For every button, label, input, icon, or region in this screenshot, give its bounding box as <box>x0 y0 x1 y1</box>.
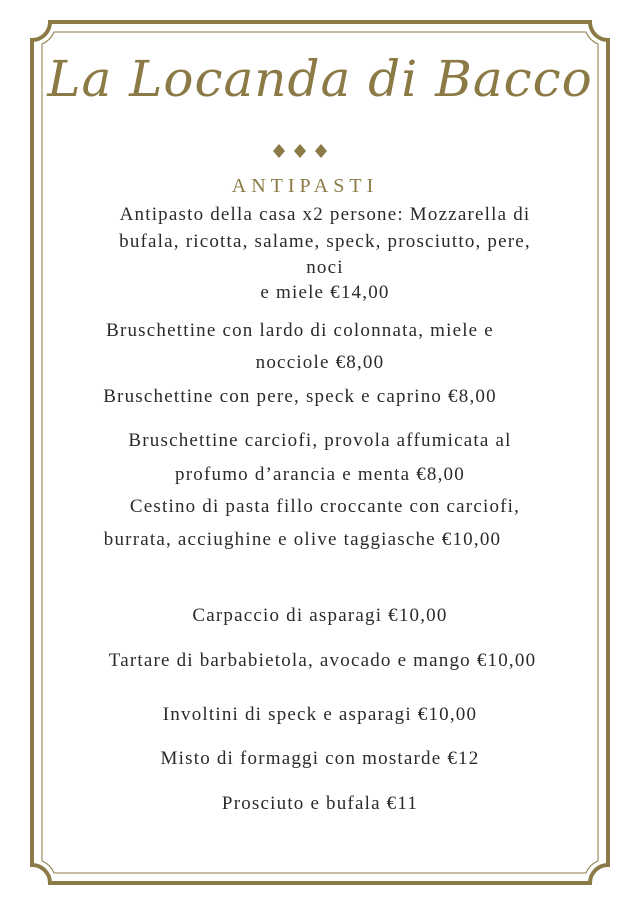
menu-item-bruschettine-carciofi-line2: profumo d’arancia e menta €8,00 <box>175 464 465 485</box>
menu-item-carpaccio: Carpaccio di asparagi €10,00 <box>192 605 448 626</box>
menu-item-involtini: Involtini di speck e asparagi €10,00 <box>162 704 478 725</box>
menu-item-antipasto-casa-line3: noci <box>306 257 344 278</box>
menu-item-cestino-line1: Cestino di pasta fillo croccante con carciofi, <box>129 496 521 517</box>
menu-item-antipasto-casa-line4: e miele €14,00 <box>260 282 390 303</box>
menu-item-antipasto-casa-line1: Antipasto della casa x2 persone: Mozzarella di <box>119 204 531 225</box>
menu-item-antipasto-casa-line2: bufala, ricotta, salame, speck, prosciutto, pere, <box>119 231 531 252</box>
menu-item-tartare: Tartare di barbabietola, avocado e mango €10,00 <box>108 650 537 671</box>
diamond-divider-icon <box>272 143 332 159</box>
menu-item-prosciuto-bufala: Prosciuto e bufala €11 <box>221 793 419 814</box>
restaurant-name: La Locanda di Bacco <box>47 50 593 108</box>
section-title-antipasti: ANTIPASTI <box>231 175 379 197</box>
menu-item-bruschettine-lardo-line1: Bruschettine con lardo di colonnata, miele e <box>106 320 494 341</box>
menu-item-bruschettine-carciofi-line1: Bruschettine carciofi, provola affumicata al <box>128 430 512 451</box>
menu-item-misto-formaggi: Misto di formaggi con mostarde €12 <box>160 748 480 769</box>
menu-item-bruschettine-lardo-line2: nocciole €8,00 <box>255 352 385 373</box>
menu-item-bruschettine-pere: Bruschettine con pere, speck e caprino €8,00 <box>103 386 497 407</box>
menu-item-cestino-line2: burrata, acciughine e olive taggiasche €10,00 <box>103 529 502 550</box>
